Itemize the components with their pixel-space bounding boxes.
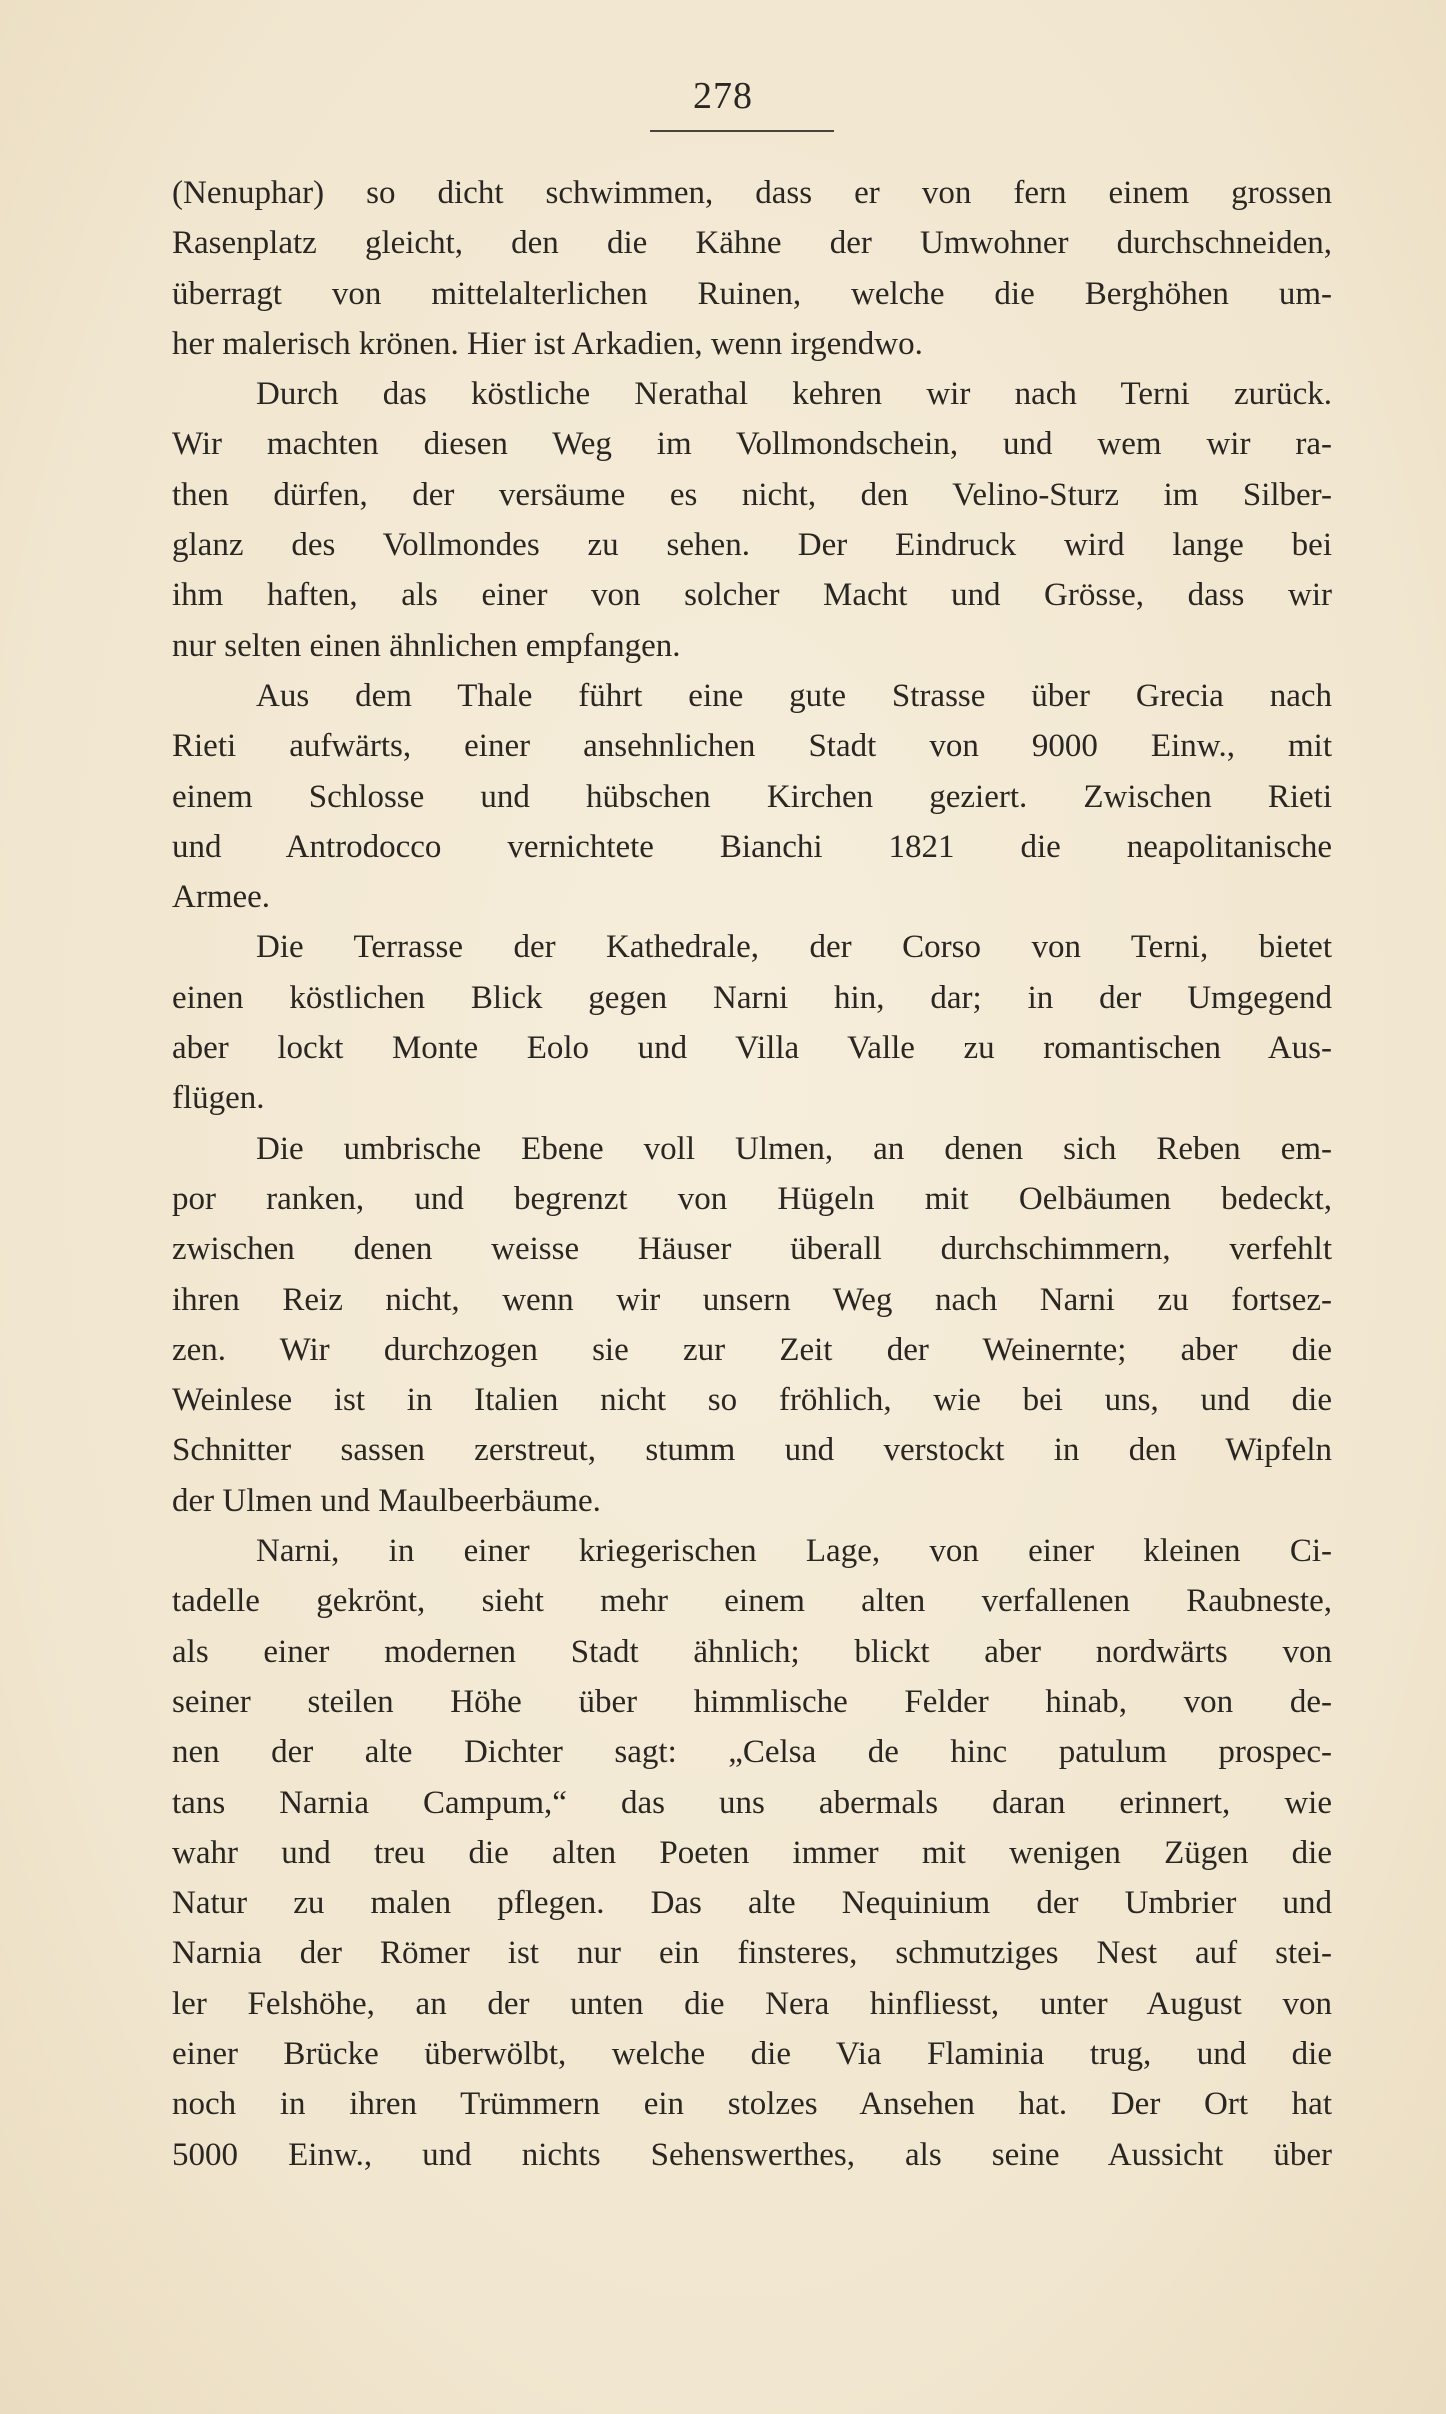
text-line: der Ulmen und Maulbeerbäume. (172, 1482, 601, 1519)
text-line: nen der alte Dichter sagt: „Celsa de hinc patulum prospec- (172, 1734, 1332, 1771)
text-line: als einer modernen Stadt ähnlich; blickt aber nordwärts von (172, 1633, 1332, 1670)
text-line: por ranken, und begrenzt von Hügeln mit Oelbäumen bedeckt, (172, 1180, 1332, 1217)
text-line: Die umbrische Ebene voll Ulmen, an denen sich Reben em- (256, 1130, 1332, 1167)
text-line: einen köstlichen Blick gegen Narni hin, dar; in der Umgegend (172, 979, 1332, 1016)
text-line: ihren Reiz nicht, wenn wir unsern Weg nach Narni zu fortsez- (172, 1281, 1332, 1318)
text-line: zwischen denen weisse Häuser überall durchschimmern, verfehlt (172, 1231, 1332, 1268)
text-line: zen. Wir durchzogen sie zur Zeit der Weinernte; aber die (172, 1331, 1332, 1368)
page-number: 278 (693, 75, 753, 117)
header-rule (650, 130, 834, 132)
text-line: Rieti aufwärts, einer ansehnlichen Stadt von 9000 Einw., mit (172, 728, 1332, 765)
text-line: Die Terrasse der Kathedrale, der Corso von Terni, bietet (256, 929, 1332, 966)
text-line: glanz des Vollmondes zu sehen. Der Eindruck wird lange bei (172, 527, 1332, 564)
text-line: flügen. (172, 1080, 265, 1117)
text-line: noch in ihren Trümmern ein stolzes Ansehen hat. Der Ort hat (172, 2086, 1332, 2123)
text-line: aber lockt Monte Eolo und Villa Valle zu romantischen Aus- (172, 1030, 1332, 1067)
text-line: Narnia der Römer ist nur ein finsteres, schmutziges Nest auf stei- (172, 1935, 1332, 1972)
text-line: then dürfen, der versäume es nicht, den Velino-Sturz im Silber- (172, 476, 1332, 513)
text-line: (Nenuphar) so dicht schwimmen, dass er von fern einem grossen (172, 175, 1332, 211)
text-line: einer Brücke überwölbt, welche die Via Flaminia trug, und die (172, 2035, 1332, 2072)
text-line: wahr und treu die alten Poeten immer mit wenigen Zügen die (172, 1834, 1332, 1871)
text-line: seiner steilen Höhe über himmlische Felder hinab, von de- (172, 1683, 1332, 1720)
text-line: Wir machten diesen Weg im Vollmondschein, und wem wir ra- (172, 426, 1332, 463)
text-line: her malerisch krönen. Hier ist Arkadien, wenn irgendwo. (172, 325, 923, 362)
text-line: Durch das köstliche Nerathal kehren wir nach Terni zurück. (256, 376, 1332, 413)
text-line: Narni, in einer kriegerischen Lage, von einer kleinen Ci- (256, 1533, 1332, 1570)
text-line: Aus dem Thale führt eine gute Strasse über Grecia nach (256, 677, 1332, 714)
text-line: Armee. (172, 879, 271, 916)
text-line: ler Felshöhe, an der unten die Nera hinfliesst, unter August von (172, 1985, 1332, 2022)
text-line: tadelle gekrönt, sieht mehr einem alten verfallenen Raubneste, (172, 1583, 1332, 1620)
text-line: ihm haften, als einer von solcher Macht und Grösse, dass wir (172, 577, 1332, 614)
text-line: tans Narnia Campum,“ das uns abermals daran erinnert, wie (172, 1784, 1332, 1821)
text-line: nur selten einen ähnlichen empfangen. (172, 627, 681, 664)
text-line: einem Schlosse und hübschen Kirchen geziert. Zwischen Rieti (172, 778, 1332, 815)
text-line: überragt von mittelalterlichen Ruinen, welche die Berghöhen um- (172, 275, 1332, 312)
body-text (172, 168, 1332, 2180)
text-line: Weinlese ist in Italien nicht so fröhlich, wie bei uns, und die (172, 1382, 1332, 1419)
text-line: Rasenplatz gleicht, den die Kähne der Umwohner durchschneiden, (172, 225, 1332, 262)
text-line: und Antrodocco vernichtete Bianchi 1821 die neapolitanische (172, 828, 1332, 865)
text-line: 5000 Einw., und nichts Sehenswerthes, als seine Aussicht über (172, 2136, 1332, 2173)
text-line: Natur zu malen pflegen. Das alte Nequinium der Umbrier und (172, 1885, 1332, 1922)
text-line: Schnitter sassen zerstreut, stumm und verstockt in den Wipfeln (172, 1432, 1332, 1469)
